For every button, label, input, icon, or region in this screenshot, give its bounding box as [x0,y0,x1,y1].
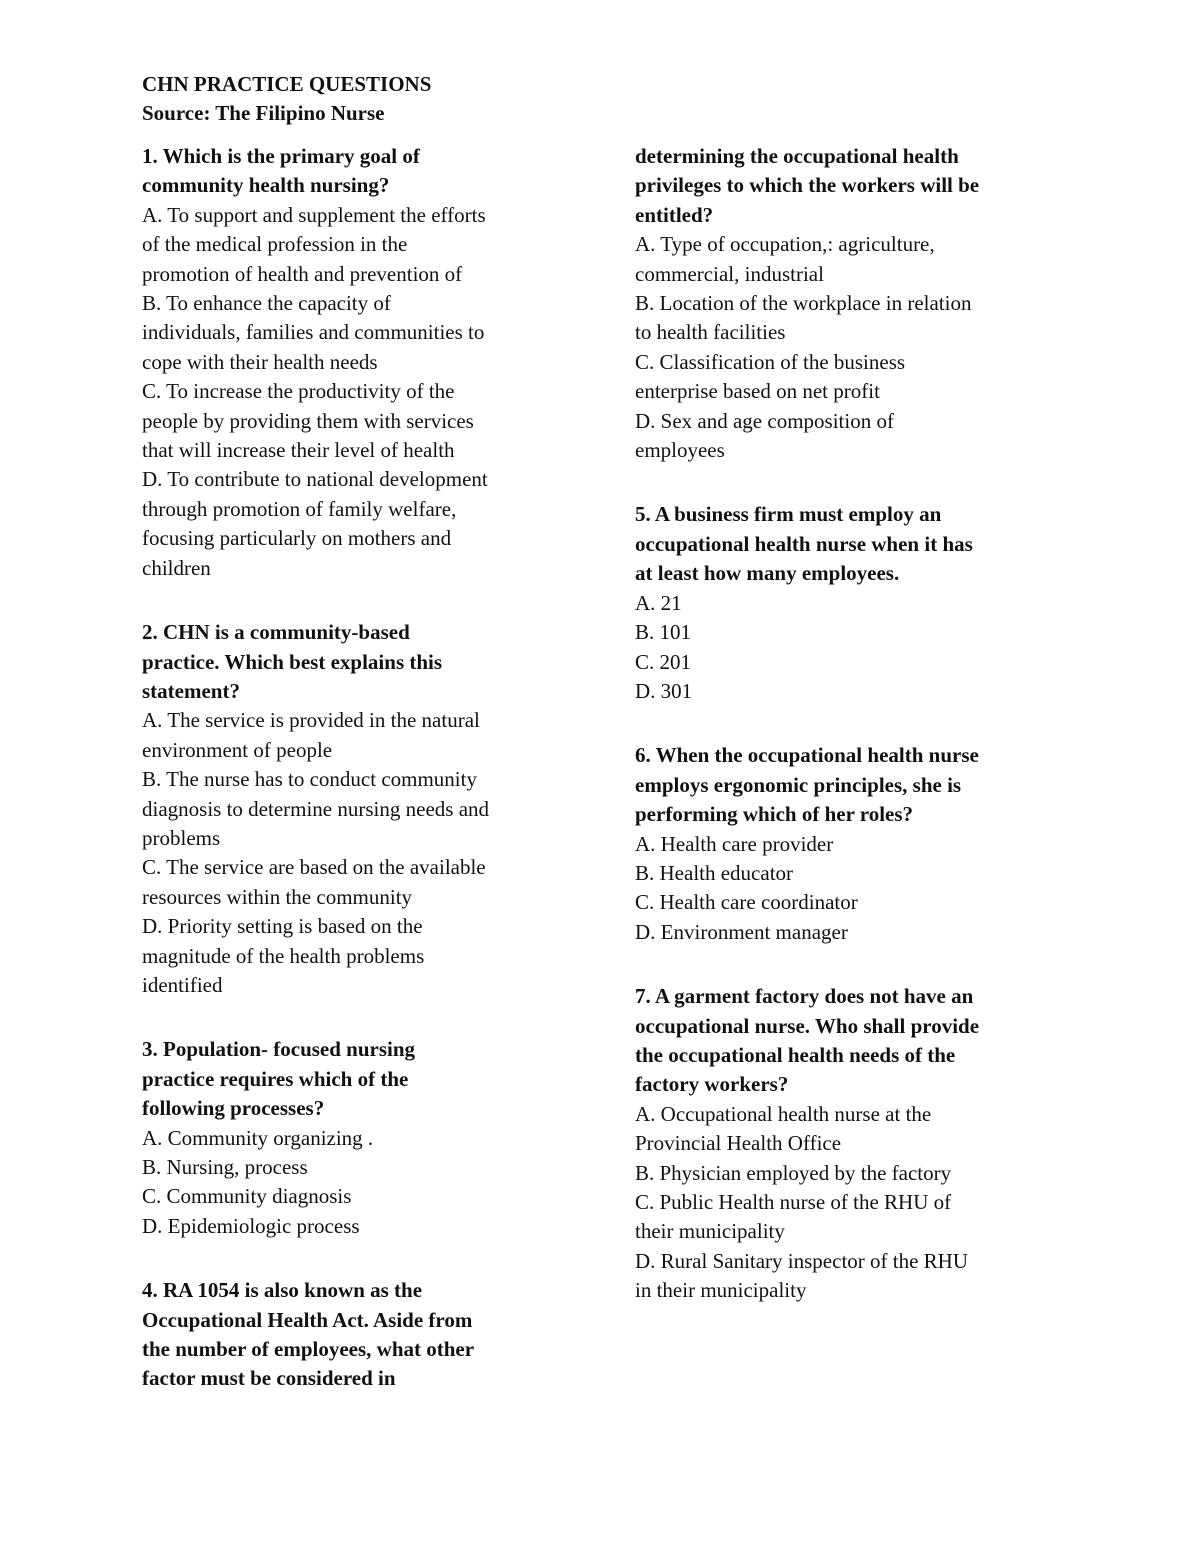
question-text: 7. A garment factory does not have an [635,984,974,1009]
question-block [142,618,582,1000]
answer-choice: in their municipality [635,1278,807,1303]
answer-choice: D. Rural Sanitary inspector of the RHU [635,1248,969,1273]
answer-choice: through promotion of family welfare, [142,496,457,521]
answer-choice: B. The nurse has to conduct community [142,767,477,792]
document-source: Source: The Filipino Nurse [142,101,385,125]
question-block [635,142,1075,465]
answer-choice: A. Health care provider [635,831,834,856]
answer-choice: focusing particularly on mothers and [142,526,452,551]
answer-choice: to health facilities [635,320,786,345]
answer-choice: D. Priority setting is based on the [142,914,423,939]
question-text: practice requires which of the [142,1066,409,1091]
document-title: CHN PRACTICE QUESTIONS [142,72,432,96]
answer-choice: A. Type of occupation,: agriculture, [635,232,935,257]
answer-choice: B. 101 [635,620,692,645]
answer-choice: A. 21 [635,590,682,615]
question-text: entitled? [635,202,714,227]
question-text: practice. Which best explains this [142,649,443,674]
question-block [142,142,582,583]
answer-choice: C. Community diagnosis [142,1184,352,1209]
question-text: the number of employees, what other [142,1337,475,1362]
question-text: community health nursing? [142,173,390,198]
question-text: at least how many employees. [635,561,900,586]
answer-choice: children [142,555,211,580]
question-text: determining the occupational health [635,144,959,168]
question-text: 6. When the occupational health nurse [635,743,979,768]
answer-choice: Provincial Health Office [635,1131,842,1156]
answer-choice: D. Sex and age composition of [635,408,894,433]
answer-choice: problems [142,825,221,850]
question-text: privileges to which the workers will be [635,173,980,198]
answer-choice: A. Community organizing . [142,1125,374,1150]
answer-choice: C. To increase the productivity of the [142,379,455,404]
question-text: statement? [142,678,240,703]
question-block [635,500,1075,706]
answer-choice: of the medical profession in the [142,232,408,257]
answer-choice: C. The service are based on the available [142,855,486,880]
answer-choice: cope with their health needs [142,349,378,374]
question-text: occupational nurse. Who shall provide [635,1013,980,1038]
answer-choice: resources within the community [142,884,413,909]
question-text: Occupational Health Act. Aside from [142,1307,473,1332]
left-column [142,142,582,1429]
answer-choice: B. Location of the workplace in relation [635,291,972,316]
question-text: 3. Population- focused nursing [142,1037,416,1062]
question-text: factory workers? [635,1072,789,1097]
page-header [142,70,1042,128]
answer-choice: enterprise based on net profit [635,379,880,404]
answer-choice: D. To contribute to national development [142,467,488,492]
answer-choice: B. Physician employed by the factory [635,1160,952,1185]
question-text: factor must be considered in [142,1366,396,1391]
answer-choice: identified [142,972,223,997]
question-block [635,741,1075,947]
question-text: 2. CHN is a community-based [142,620,410,645]
answer-choice: B. Nursing, process [142,1155,308,1179]
question-text: employs ergonomic principles, she is [635,772,962,797]
answer-choice: C. Classification of the business [635,349,906,374]
question-text: the occupational health needs of the [635,1042,956,1067]
answer-choice: B. Health educator [635,860,794,885]
answer-choice: A. To support and supplement the efforts [142,202,486,227]
right-column [635,142,1075,1341]
answer-choice: individuals, families and communities to [142,320,485,345]
answer-choice: magnitude of the health problems [142,943,425,968]
answer-choice: A. Occupational health nurse at the [635,1101,932,1126]
question-block [635,982,1075,1305]
question-text: following processes? [142,1096,325,1121]
answer-choice: environment of people [142,737,333,762]
answer-choice: B. To enhance the capacity of [142,291,391,316]
answer-choice: D. Environment manager [635,919,848,944]
answer-choice: A. The service is provided in the natural [142,708,480,733]
answer-choice: D. Epidemiologic process [142,1213,360,1238]
answer-choice: C. Health care coordinator [635,890,858,915]
answer-choice: D. 301 [635,678,693,703]
answer-choice: commercial, industrial [635,261,824,286]
question-text: 1. Which is the primary goal of [142,144,420,168]
question-text: occupational health nurse when it has [635,531,973,556]
question-block [142,1035,582,1241]
answer-choice: C. 201 [635,649,692,674]
answer-choice: their municipality [635,1219,785,1244]
answer-choice: C. Public Health nurse of the RHU of [635,1190,952,1214]
question-text: 5. A business firm must employ an [635,502,942,527]
question-block [142,1276,582,1394]
question-text: 4. RA 1054 is also known as the [142,1278,423,1303]
answer-choice: people by providing them with services [142,408,474,433]
answer-choice: that will increase their level of health [142,438,455,463]
answer-choice: promotion of health and prevention of [142,261,463,286]
answer-choice: employees [635,438,725,463]
question-text: performing which of her roles? [635,802,914,827]
answer-choice: diagnosis to determine nursing needs and [142,796,490,821]
